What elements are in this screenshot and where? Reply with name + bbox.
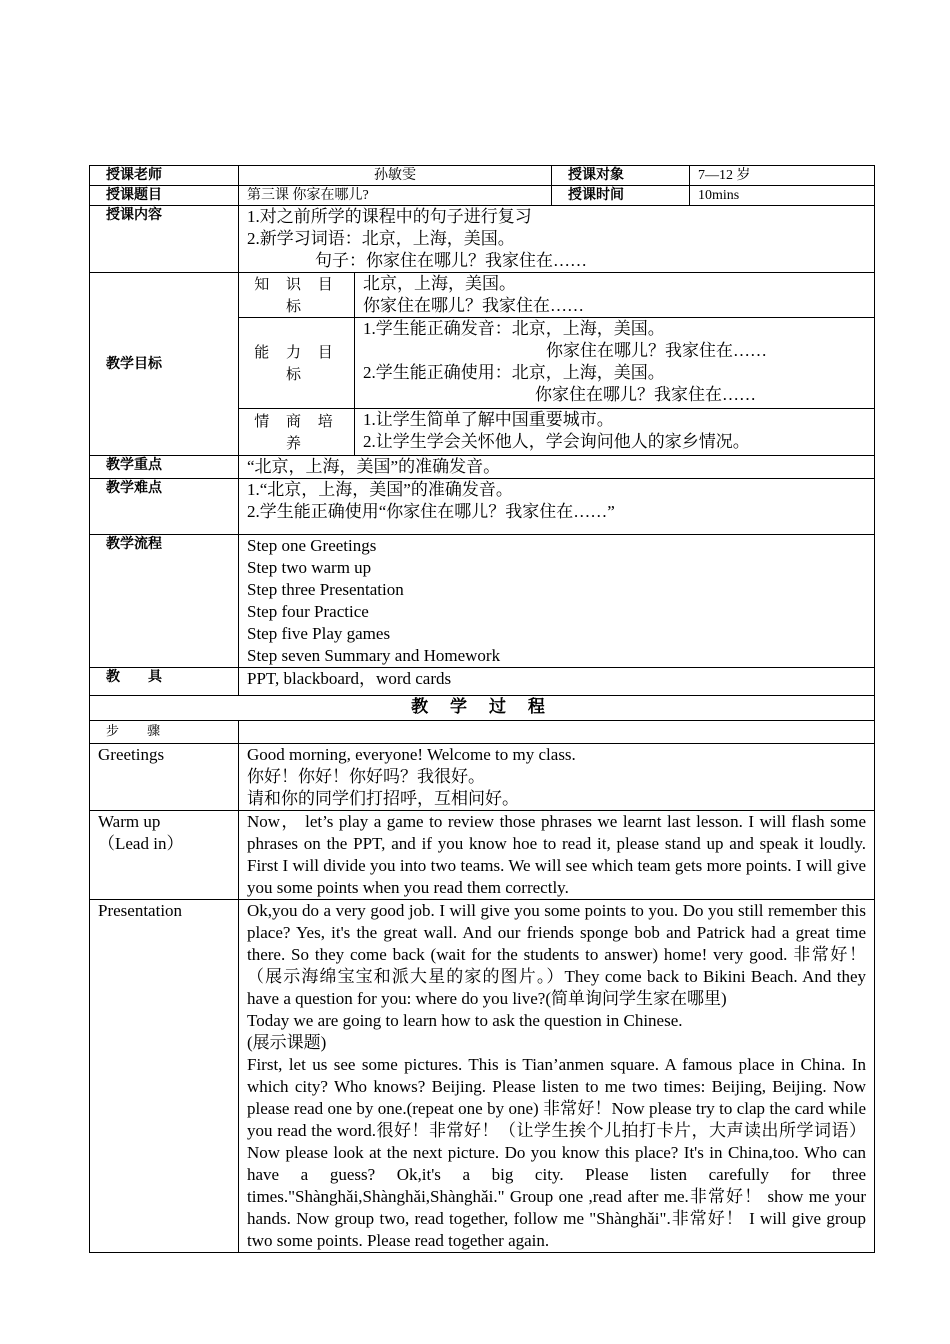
- presentation-paragraph: (展示课题): [247, 1033, 327, 1052]
- ability-line: 1.学生能正确发音：北京，上海，美国。: [363, 319, 665, 338]
- flow-step: Step one Greetings: [247, 536, 377, 555]
- greetings-line: 请和你的同学们打招呼，互相问好。: [247, 789, 519, 808]
- greetings-cell: [239, 744, 875, 811]
- ability-label: 能 力 目 标: [239, 318, 355, 409]
- row-content: [90, 206, 875, 273]
- flow-step: Step two warm up: [247, 558, 372, 577]
- emotion-line: 2.让学生学会关怀他人，学会询问他人的家乡情况。: [363, 432, 750, 451]
- duration-value: 10mins: [690, 186, 875, 206]
- row-tools: [90, 668, 875, 696]
- flow-label: 教学流程: [90, 535, 239, 668]
- ability-line: 你家住在哪儿？我家住在……: [546, 341, 767, 360]
- flow-step: Step five Play games: [247, 624, 391, 643]
- warm-up-step-sub: （Lead in）: [98, 834, 184, 853]
- warm-up-step-name: Warm up: [98, 812, 161, 831]
- lesson-plan-table: [89, 165, 875, 1253]
- steps-label: 步 骤: [90, 721, 239, 744]
- content-line: 句子：你家住在哪儿？我家住在……: [315, 251, 587, 270]
- knowledge-cell: [355, 273, 875, 318]
- row-difficulty: [90, 479, 875, 535]
- greetings-step: Greetings: [90, 744, 239, 811]
- presentation-step: Presentation: [90, 900, 239, 1253]
- warm-up-step: [90, 811, 239, 900]
- knowledge-label: 知 识 目 标: [239, 273, 355, 318]
- presentation-paragraph: Today we are going to learn how to ask the question in Chinese.: [247, 1011, 683, 1030]
- difficulty-cell: [239, 479, 875, 535]
- tools-text: PPT, blackboard，word cards: [239, 668, 875, 696]
- emotion-line: 1.让学生简单了解中国重要城市。: [363, 410, 614, 429]
- ability-line: 2.学生能正确使用：北京，上海，美国。: [363, 363, 665, 382]
- topic-label: 授课题目: [90, 186, 239, 206]
- difficulty-label: 教学难点: [90, 479, 239, 535]
- row-teacher: [90, 166, 875, 186]
- audience-value: 7—12 岁: [690, 166, 875, 186]
- flow-cell: [239, 535, 875, 668]
- topic-value: 第三课 你家在哪儿?: [239, 186, 552, 206]
- key-point-label: 教学重点: [90, 456, 239, 479]
- teacher-value: 孙敏雯: [239, 166, 552, 186]
- objectives-label: 教学目标: [90, 273, 239, 456]
- row-steps-header: [90, 721, 875, 744]
- flow-step: Step seven Summary and Homework: [247, 646, 501, 665]
- flow-step: Step three Presentation: [247, 580, 404, 599]
- presentation-paragraph: Ok,you do a very good job. I will give you some points to you. Do you still remember this place? Yes, it's the great wall. And our friends sponge bob and Patrick had a great time there. So they come back (wait for the students to answer) home! very good. 非常好！（展示海绵宝宝和派大星的家的图片。）They come back to Bikini Beach. And they have a question for you: where do you live?(简单询问学生家在哪里): [247, 901, 866, 1008]
- difficulty-line: 1.“北京，上海，美国”的准确发音。: [247, 480, 513, 499]
- presentation-cell: [239, 900, 875, 1253]
- emotion-label: 情 商 培 养: [239, 409, 355, 456]
- flow-step: Step four Practice: [247, 602, 369, 621]
- difficulty-line: 2.学生能正确使用“你家住在哪儿？我家住在……”: [247, 502, 615, 521]
- row-objective-knowledge: [90, 273, 875, 318]
- ability-line: 你家住在哪儿？我家住在……: [535, 385, 756, 404]
- audience-label: 授课对象: [552, 166, 690, 186]
- content-line: 2.新学习词语：北京，上海，美国。: [247, 229, 515, 248]
- presentation-paragraph: First, let us see some pictures. This is Tian’anmen square. A famous place in China. In which city? Who knows? Beijing. Please listen to me two times: Beijing, Beijing. Now please read one by one.(repeat one by one) 非常好！Now please try to clap the card while you read the word.很好！非常好！（让学生挨个儿拍打卡片，大声读出所学词语）Now please look at the next picture. Do you know this place? It's in China,too. Who can have a guess? Ok,it's a big city. Please listen carefully for three times."Shànghǎi,Shànghǎi,Shànghǎi." Group one ,read after me.非常好！ show me your hands. Now group two, read together, follow me "Shànghǎi".非常好！ I will give group two some points. Please read together again.: [247, 1055, 866, 1250]
- row-topic: [90, 186, 875, 206]
- row-process-title: [90, 696, 875, 721]
- content-label: 授课内容: [90, 206, 239, 273]
- knowledge-line: 北京，上海，美国。: [363, 274, 516, 293]
- key-point-text: “北京，上海，美国”的准确发音。: [239, 456, 875, 479]
- greetings-line: Good morning, everyone! Welcome to my class.: [247, 745, 576, 764]
- process-title: 教 学 过 程: [90, 696, 875, 721]
- tools-label: 教 具: [90, 668, 239, 696]
- content-cell: [239, 206, 875, 273]
- warm-up-text: Now， let’s play a game to review those phrases we learnt last lesson. I will flash some phrases on the PPT, and if you know hoe to read it, please stand up and speak it loudly. First I will divide you into two teams. We will see which team gets more points. I will give you some points when you read them correctly.: [239, 811, 875, 900]
- row-warm-up: [90, 811, 875, 900]
- lesson-plan-sheet: [89, 165, 874, 1253]
- content-line: 1.对之前所学的课程中的句子进行复习: [247, 207, 532, 226]
- knowledge-line: 你家住在哪儿？我家住在……: [363, 296, 584, 315]
- row-flow: [90, 535, 875, 668]
- greetings-line: 你好！你好！你好吗？我很好。: [247, 767, 485, 786]
- ability-cell: [355, 318, 875, 409]
- row-key-point: [90, 456, 875, 479]
- row-greetings: [90, 744, 875, 811]
- teacher-label: 授课老师: [90, 166, 239, 186]
- row-presentation: [90, 900, 875, 1253]
- duration-label: 授课时间: [552, 186, 690, 206]
- emotion-cell: [355, 409, 875, 456]
- steps-header-blank: [239, 721, 875, 744]
